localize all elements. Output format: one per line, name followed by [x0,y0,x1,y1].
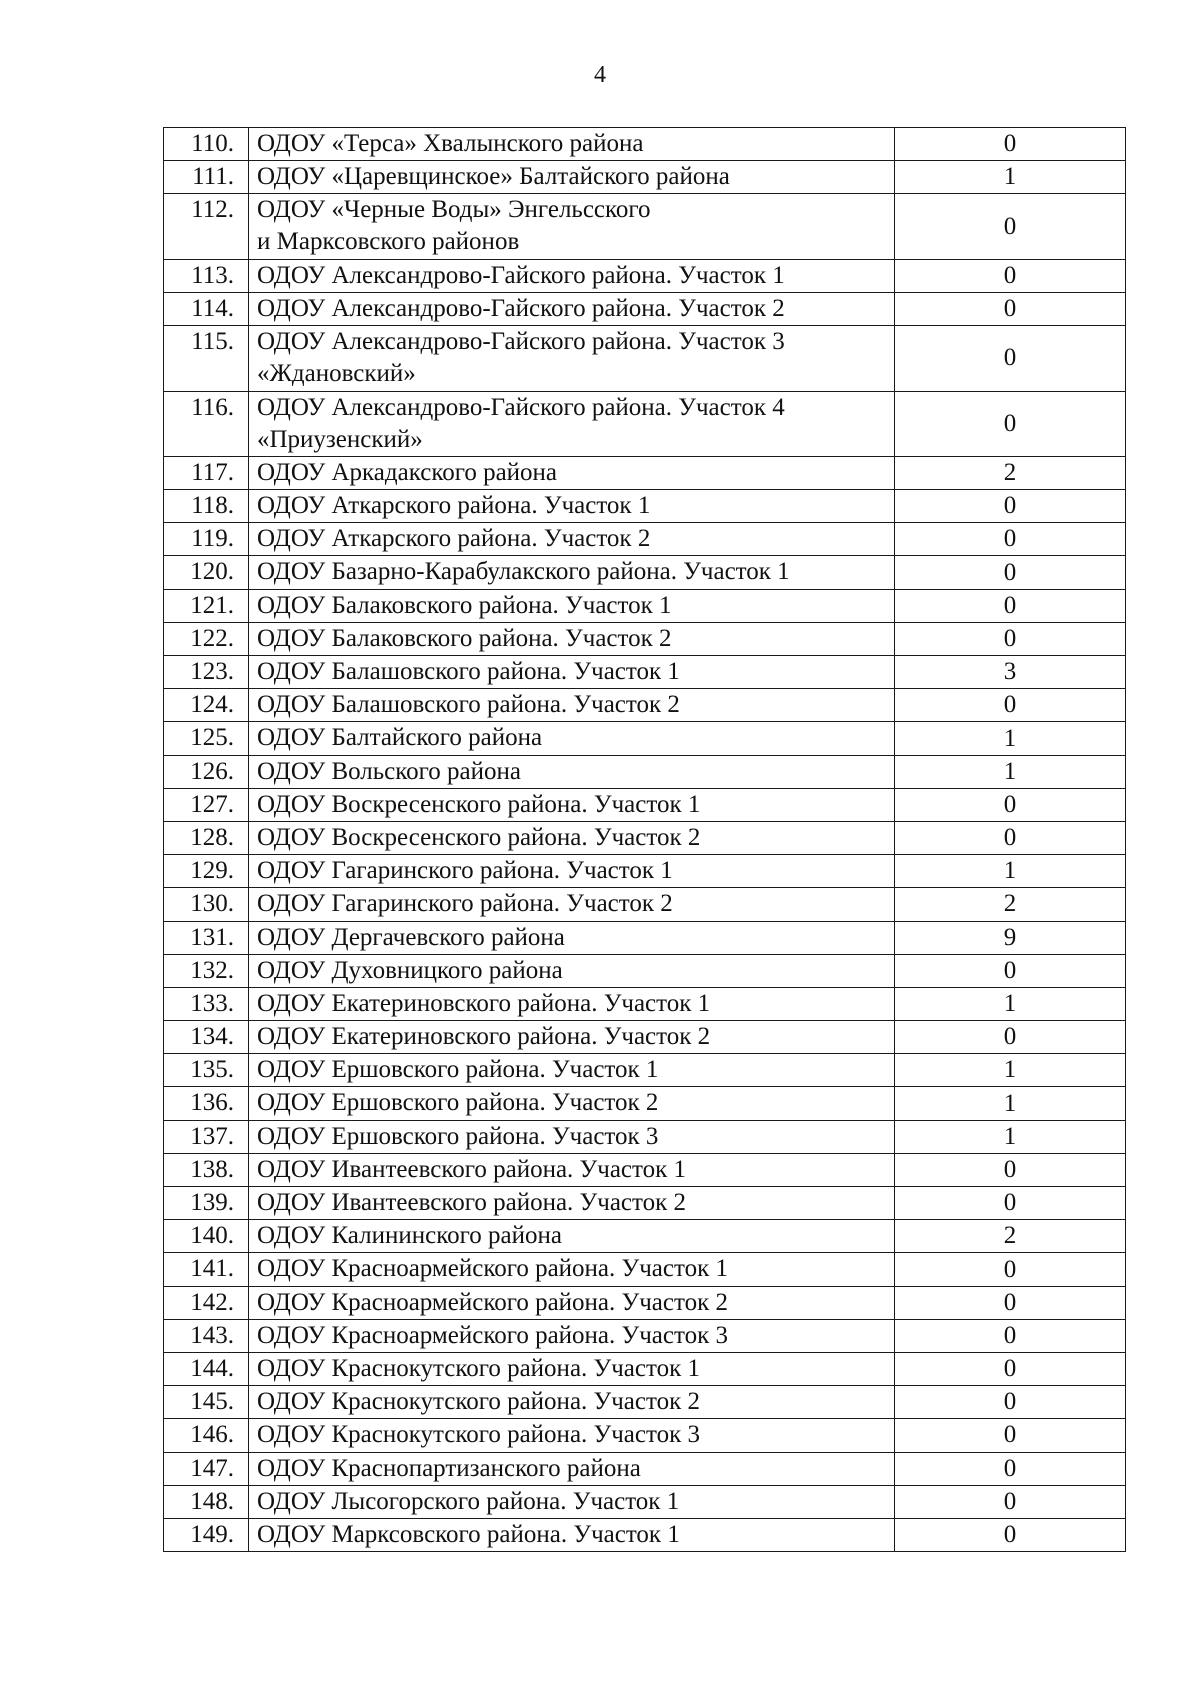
table-row [164,987,1126,1020]
table-row [164,391,1126,456]
table-row [164,326,1126,391]
table-row [164,1021,1126,1054]
row-name-cell: ОДОУ Вольского района [249,755,895,788]
row-number-cell: 125. [164,722,249,755]
row-value-cell: 0 [895,1485,1126,1518]
row-value-cell: 2 [895,456,1126,489]
table-row [164,722,1126,755]
row-number-cell: 117. [164,456,249,489]
row-number-cell: 146. [164,1419,249,1452]
table-row [164,1518,1126,1551]
row-value-cell: 1 [895,755,1126,788]
table-row [164,292,1126,325]
row-number-cell: 111. [164,161,249,194]
table-body [164,128,1126,1552]
row-value-cell: 0 [895,589,1126,622]
table-row [164,1286,1126,1319]
row-number-cell: 118. [164,490,249,523]
row-number-cell: 113. [164,259,249,292]
row-number-cell: 120. [164,556,249,589]
row-name-cell: ОДОУ Краснокутского района. Участок 1 [249,1352,895,1385]
row-name-cell: ОДОУ Балашовского района. Участок 2 [249,689,895,722]
row-value-cell: 0 [895,1419,1126,1452]
row-name-cell: ОДОУ Дергачевского района [249,921,895,954]
row-value-cell: 0 [895,1253,1126,1286]
row-number-cell: 141. [164,1253,249,1286]
row-number-cell: 115. [164,326,249,391]
table-row [164,622,1126,655]
row-value-cell: 0 [895,391,1126,456]
row-value-cell: 0 [895,1153,1126,1186]
table-row [164,589,1126,622]
row-name-cell: ОДОУ Ивантеевского района. Участок 1 [249,1153,895,1186]
table-row [164,888,1126,921]
row-name-cell: ОДОУ Аткарского района. Участок 1 [249,490,895,523]
row-name-cell: ОДОУ Ершовского района. Участок 2 [249,1087,895,1120]
table-row [164,1352,1126,1385]
table-row [164,490,1126,523]
table-row [164,1087,1126,1120]
row-value-cell: 1 [895,1054,1126,1087]
row-name-cell: ОДОУ Духовницкого района [249,954,895,987]
row-value-cell: 1 [895,722,1126,755]
row-name-cell: ОДОУ «Терса» Хвалынского района [249,128,895,161]
row-number-cell: 148. [164,1485,249,1518]
table-row [164,556,1126,589]
table-row [164,259,1126,292]
row-number-cell: 122. [164,622,249,655]
row-number-cell: 147. [164,1452,249,1485]
row-name-cell: ОДОУ Ершовского района. Участок 3 [249,1120,895,1153]
row-number-cell: 110. [164,128,249,161]
row-name-cell: ОДОУ Гагаринского района. Участок 2 [249,888,895,921]
row-number-cell: 123. [164,656,249,689]
row-number-cell: 116. [164,391,249,456]
row-value-cell: 0 [895,1021,1126,1054]
row-name-cell: ОДОУ Базарно-Карабулакского района. Участок 1 [249,556,895,589]
page-number: 4 [594,62,606,88]
row-value-cell: 0 [895,1187,1126,1220]
row-name-cell: ОДОУ Краснокутского района. Участок 3 [249,1419,895,1452]
row-value-cell: 0 [895,490,1126,523]
row-number-cell: 149. [164,1518,249,1551]
row-number-cell: 139. [164,1187,249,1220]
row-number-cell: 144. [164,1352,249,1385]
table-row [164,1054,1126,1087]
row-number-cell: 128. [164,821,249,854]
row-value-cell: 1 [895,855,1126,888]
row-name-cell: ОДОУ Ивантеевского района. Участок 2 [249,1187,895,1220]
row-name-cell: ОДОУ Балтайского района [249,722,895,755]
table-row [164,855,1126,888]
row-number-cell: 124. [164,689,249,722]
table-row [164,523,1126,556]
row-name-cell: ОДОУ Балашовского района. Участок 1 [249,656,895,689]
row-number-cell: 145. [164,1386,249,1419]
row-name-cell: ОДОУ Александрово-Гайского района. Участок 2 [249,292,895,325]
row-name-cell: ОДОУ «Черные Воды» Энгельсского и Марксовского районов [249,194,895,259]
row-number-cell: 138. [164,1153,249,1186]
row-value-cell: 0 [895,194,1126,259]
row-value-cell: 1 [895,987,1126,1020]
row-value-cell: 0 [895,1386,1126,1419]
table-row [164,1187,1126,1220]
row-name-cell: ОДОУ Красноармейского района. Участок 2 [249,1286,895,1319]
row-number-cell: 132. [164,954,249,987]
row-number-cell: 131. [164,921,249,954]
row-value-cell: 2 [895,1220,1126,1253]
table-row [164,1452,1126,1485]
row-name-cell: ОДОУ Александрово-Гайского района. Участок 4 «Приузенский» [249,391,895,456]
row-value-cell: 0 [895,292,1126,325]
row-value-cell: 1 [895,161,1126,194]
row-name-cell: ОДОУ Александрово-Гайского района. Участок 3 «Ждановский» [249,326,895,391]
table-row [164,755,1126,788]
row-value-cell: 1 [895,1120,1126,1153]
row-number-cell: 112. [164,194,249,259]
table-row [164,1120,1126,1153]
hunting-grounds-table [163,127,1126,1552]
row-number-cell: 142. [164,1286,249,1319]
row-value-cell: 1 [895,1087,1126,1120]
table-row [164,1253,1126,1286]
row-name-cell: ОДОУ Воскресенского района. Участок 2 [249,821,895,854]
row-name-cell: ОДОУ Красноармейского района. Участок 1 [249,1253,895,1286]
table-row [164,1386,1126,1419]
row-name-cell: ОДОУ Аткарского района. Участок 2 [249,523,895,556]
row-name-cell: ОДОУ Гагаринского района. Участок 1 [249,855,895,888]
table-row [164,656,1126,689]
row-number-cell: 140. [164,1220,249,1253]
row-value-cell: 3 [895,656,1126,689]
row-name-cell: ОДОУ Балаковского района. Участок 1 [249,589,895,622]
row-value-cell: 0 [895,788,1126,821]
row-name-cell: ОДОУ Балаковского района. Участок 2 [249,622,895,655]
row-value-cell: 9 [895,921,1126,954]
row-value-cell: 0 [895,326,1126,391]
row-value-cell: 0 [895,1286,1126,1319]
row-number-cell: 129. [164,855,249,888]
row-value-cell: 0 [895,259,1126,292]
row-number-cell: 119. [164,523,249,556]
table-row [164,921,1126,954]
row-name-cell: ОДОУ Калининского района [249,1220,895,1253]
row-value-cell: 0 [895,1352,1126,1385]
row-value-cell: 0 [895,689,1126,722]
row-value-cell: 0 [895,556,1126,589]
row-name-cell: ОДОУ Красноармейского района. Участок 3 [249,1319,895,1352]
row-number-cell: 130. [164,888,249,921]
table-row [164,128,1126,161]
row-name-cell: ОДОУ Екатериновского района. Участок 1 [249,987,895,1020]
row-number-cell: 127. [164,788,249,821]
row-number-cell: 114. [164,292,249,325]
row-value-cell: 2 [895,888,1126,921]
row-number-cell: 136. [164,1087,249,1120]
row-value-cell: 0 [895,1452,1126,1485]
row-value-cell: 0 [895,821,1126,854]
table-row [164,1319,1126,1352]
row-name-cell: ОДОУ Краснокутского района. Участок 2 [249,1386,895,1419]
row-number-cell: 143. [164,1319,249,1352]
table-row [164,821,1126,854]
row-value-cell: 0 [895,954,1126,987]
table-row [164,456,1126,489]
row-number-cell: 134. [164,1021,249,1054]
table-row [164,954,1126,987]
row-number-cell: 121. [164,589,249,622]
table-row [164,194,1126,259]
table-row [164,689,1126,722]
row-name-cell: ОДОУ Екатериновского района. Участок 2 [249,1021,895,1054]
row-number-cell: 126. [164,755,249,788]
row-number-cell: 133. [164,987,249,1020]
row-name-cell: ОДОУ Александрово-Гайского района. Участок 1 [249,259,895,292]
row-number-cell: 135. [164,1054,249,1087]
row-name-cell: ОДОУ Краснопартизанского района [249,1452,895,1485]
table-row [164,788,1126,821]
table-row [164,161,1126,194]
row-name-cell: ОДОУ Марксовского района. Участок 1 [249,1518,895,1551]
table-row [164,1153,1126,1186]
row-value-cell: 0 [895,523,1126,556]
row-name-cell: ОДОУ Аркадакского района [249,456,895,489]
row-value-cell: 0 [895,1518,1126,1551]
row-value-cell: 0 [895,622,1126,655]
row-name-cell: ОДОУ Воскресенского района. Участок 1 [249,788,895,821]
row-name-cell: ОДОУ Лысогорского района. Участок 1 [249,1485,895,1518]
table-row [164,1220,1126,1253]
row-name-cell: ОДОУ «Царевщинское» Балтайского района [249,161,895,194]
row-name-cell: ОДОУ Ершовского района. Участок 1 [249,1054,895,1087]
row-value-cell: 0 [895,128,1126,161]
row-value-cell: 0 [895,1319,1126,1352]
table-row [164,1485,1126,1518]
row-number-cell: 137. [164,1120,249,1153]
table-row [164,1419,1126,1452]
